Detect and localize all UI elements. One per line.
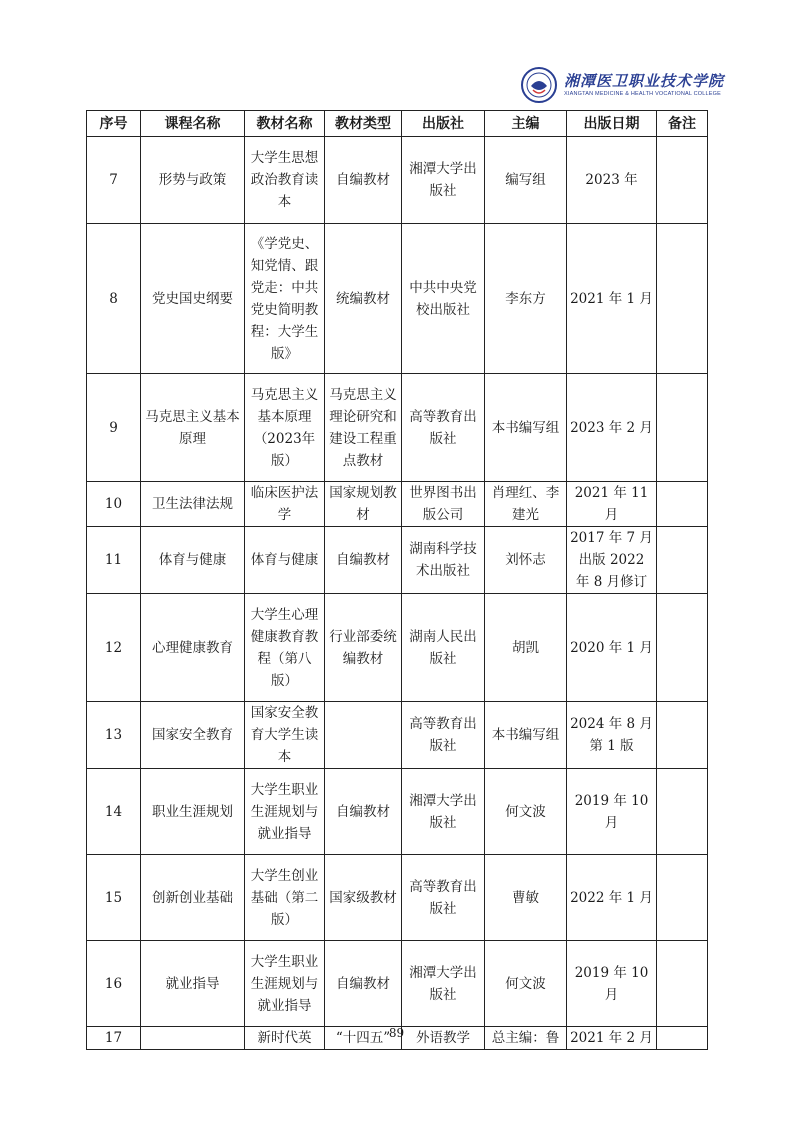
- cell-date: 2019 年 10 月: [567, 769, 657, 855]
- cell-textbook: 新时代英: [245, 1027, 325, 1050]
- table-row: [87, 482, 708, 527]
- cell-date: 2017 年 7 月出版 2022 年 8 月修订: [567, 527, 657, 594]
- cell-textbook: 大学生心理健康教育教程（第八版）: [245, 594, 325, 702]
- cell-editor: 本书编写组: [485, 702, 567, 769]
- cell-editor: 总主编：鲁: [485, 1027, 567, 1050]
- cell-type: 行业部委统编教材: [325, 594, 402, 702]
- cell-publisher: 湘潭大学出版社: [402, 769, 485, 855]
- col-header-index: 序号: [87, 111, 141, 137]
- cell-editor: 何文波: [485, 769, 567, 855]
- cell-textbook: 大学生职业生涯规划与就业指导: [245, 769, 325, 855]
- table-row: [87, 702, 708, 769]
- cell-course: 职业生涯规划: [141, 769, 245, 855]
- cell-date: 2021 年 11 月: [567, 482, 657, 527]
- cell-type: 国家规划教材: [325, 482, 402, 527]
- school-name-cn: 湘潭医卫职业技术学院: [564, 72, 725, 90]
- cell-textbook: 大学生创业基础（第二版）: [245, 855, 325, 941]
- cell-publisher: 高等教育出版社: [402, 374, 485, 482]
- cell-course: 国家安全教育: [141, 702, 245, 769]
- col-header-textbook: 教材名称: [245, 111, 325, 137]
- cell-notes: [657, 482, 708, 527]
- cell-editor: 肖理红、李建光: [485, 482, 567, 527]
- cell-course: 就业指导: [141, 941, 245, 1027]
- cell-index: 8: [87, 224, 141, 374]
- cell-index: 17: [87, 1027, 141, 1050]
- cell-index: 11: [87, 527, 141, 594]
- col-header-type: 教材类型: [325, 111, 402, 137]
- cell-textbook: 体育与健康: [245, 527, 325, 594]
- cell-index: 10: [87, 482, 141, 527]
- col-header-course: 课程名称: [141, 111, 245, 137]
- cell-editor: 曹敏: [485, 855, 567, 941]
- col-header-editor: 主编: [485, 111, 567, 137]
- cell-publisher: 湘潭大学出版社: [402, 137, 485, 224]
- cell-index: 16: [87, 941, 141, 1027]
- page-number: 89: [388, 1026, 405, 1040]
- cell-course: 党史国史纲要: [141, 224, 245, 374]
- school-emblem-icon: [520, 66, 558, 104]
- col-header-date: 出版日期: [567, 111, 657, 137]
- table-row: [87, 941, 708, 1027]
- cell-notes: [657, 769, 708, 855]
- table-row: [87, 137, 708, 224]
- table-row: [87, 594, 708, 702]
- cell-notes: [657, 855, 708, 941]
- cell-date: 2021 年 1 月: [567, 224, 657, 374]
- cell-editor: 胡凯: [485, 594, 567, 702]
- cell-date: 2021 年 2 月: [567, 1027, 657, 1050]
- school-logo: [520, 66, 725, 106]
- textbook-table: [86, 110, 708, 1050]
- cell-textbook: 《学党史、知党情、跟党走：中共党史简明教程：大学生版》: [245, 224, 325, 374]
- cell-index: 13: [87, 702, 141, 769]
- cell-editor: 刘怀志: [485, 527, 567, 594]
- cell-editor: 李东方: [485, 224, 567, 374]
- cell-date: 2019 年 10 月: [567, 941, 657, 1027]
- cell-index: 15: [87, 855, 141, 941]
- table-header-row: [87, 111, 708, 137]
- cell-editor: 编写组: [485, 137, 567, 224]
- table-row: [87, 527, 708, 594]
- cell-type: 自编教材: [325, 941, 402, 1027]
- cell-notes: [657, 941, 708, 1027]
- cell-type: “十四五”: [325, 1027, 402, 1050]
- cell-type: 自编教材: [325, 769, 402, 855]
- cell-course: 体育与健康: [141, 527, 245, 594]
- cell-type: 自编教材: [325, 137, 402, 224]
- cell-editor: 何文波: [485, 941, 567, 1027]
- cell-index: 9: [87, 374, 141, 482]
- cell-date: 2020 年 1 月: [567, 594, 657, 702]
- cell-notes: [657, 702, 708, 769]
- cell-textbook: 大学生职业生涯规划与就业指导: [245, 941, 325, 1027]
- cell-index: 7: [87, 137, 141, 224]
- cell-textbook: 临床医护法学: [245, 482, 325, 527]
- cell-notes: [657, 374, 708, 482]
- cell-publisher: 外语教学: [402, 1027, 485, 1050]
- cell-date: 2023 年 2 月: [567, 374, 657, 482]
- cell-course: 形势与政策: [141, 137, 245, 224]
- cell-notes: [657, 527, 708, 594]
- cell-publisher: 湖南科学技术出版社: [402, 527, 485, 594]
- cell-publisher: 湘潭大学出版社: [402, 941, 485, 1027]
- cell-notes: [657, 594, 708, 702]
- cell-type: 马克思主义理论研究和建设工程重点教材: [325, 374, 402, 482]
- cell-publisher: 湖南人民出版社: [402, 594, 485, 702]
- cell-type: 统编教材: [325, 224, 402, 374]
- table-row: [87, 855, 708, 941]
- table-row: [87, 224, 708, 374]
- cell-type: [325, 702, 402, 769]
- cell-course: 创新创业基础: [141, 855, 245, 941]
- cell-textbook: 马克思主义基本原理（2023年版）: [245, 374, 325, 482]
- cell-date: 2024 年 8 月第 1 版: [567, 702, 657, 769]
- cell-publisher: 高等教育出版社: [402, 702, 485, 769]
- cell-editor: 本书编写组: [485, 374, 567, 482]
- col-header-notes: 备注: [657, 111, 708, 137]
- cell-publisher: 世界图书出版公司: [402, 482, 485, 527]
- cell-type: 自编教材: [325, 527, 402, 594]
- cell-publisher: 中共中央党校出版社: [402, 224, 485, 374]
- cell-textbook: 大学生思想政治教育读本: [245, 137, 325, 224]
- cell-course: 卫生法律法规: [141, 482, 245, 527]
- cell-index: 12: [87, 594, 141, 702]
- cell-date: 2023 年: [567, 137, 657, 224]
- cell-notes: [657, 137, 708, 224]
- cell-textbook: 国家安全教育大学生读本: [245, 702, 325, 769]
- school-name-en: XIANGTAN MEDICINE & HEALTH VOCATIONAL COLLEGE: [564, 91, 722, 97]
- cell-notes: [657, 224, 708, 374]
- cell-index: 14: [87, 769, 141, 855]
- cell-course: 心理健康教育: [141, 594, 245, 702]
- table-row: [87, 374, 708, 482]
- col-header-publisher: 出版社: [402, 111, 485, 137]
- cell-course: 马克思主义基本原理: [141, 374, 245, 482]
- cell-publisher: 高等教育出版社: [402, 855, 485, 941]
- table-row: [87, 769, 708, 855]
- cell-date: 2022 年 1 月: [567, 855, 657, 941]
- cell-type: 国家级教材: [325, 855, 402, 941]
